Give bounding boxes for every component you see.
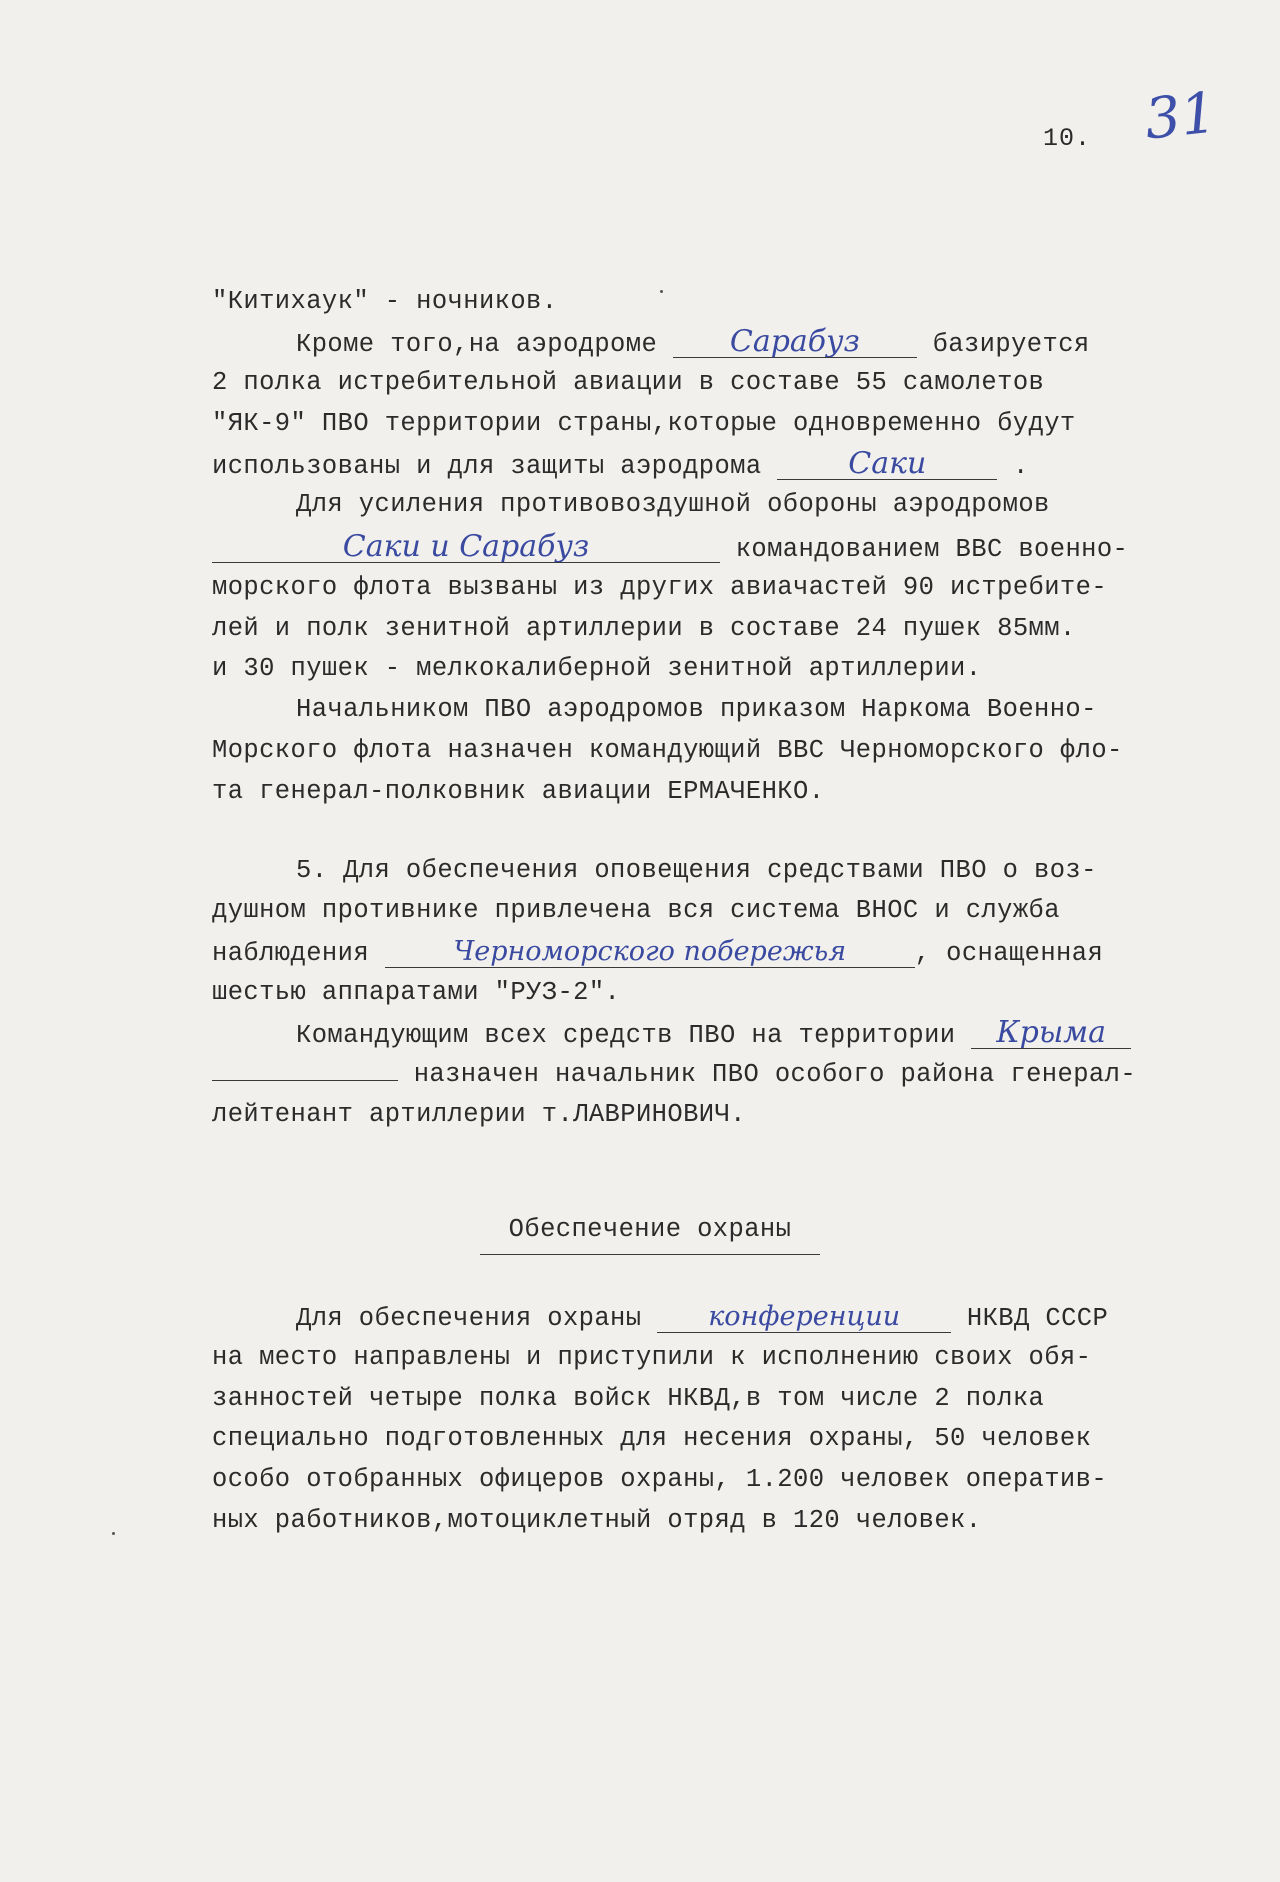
p5-line3-pre: наблюдения — [212, 939, 385, 968]
p4-line1: Начальником ПВО аэродромов приказом Наркома Военно- — [296, 695, 1097, 724]
p7-line2: на место направлены и приступили к исполнению своих обя- — [212, 1343, 1092, 1372]
p2-line4 — [212, 444, 1029, 484]
p7-line4: специально подготовленных для несения охраны, 50 человек — [212, 1424, 1092, 1453]
p5-line2: душном противнике привлечена вся система ВНОС и служба — [212, 896, 1060, 925]
p5-line3 — [212, 932, 1103, 972]
p7-line1 — [296, 1297, 1108, 1337]
handwritten-black-sea-coast: Черноморского побережья — [385, 932, 915, 972]
blank-line — [212, 1054, 398, 1081]
p2-line2: 2 полка истребительной авиации в составе 55 самолетов — [212, 368, 1045, 397]
handwritten-airfields-saki-sarabuz: Саки и Сарабуз — [212, 527, 720, 567]
p4-line3: та генерал-полковник авиации ЕРМАЧЕНКО. — [212, 777, 825, 806]
p7-line1-post: НКВД СССР — [951, 1304, 1109, 1333]
p6-line1 — [296, 1013, 1131, 1053]
section-heading-security: Обеспечение охраны — [480, 1210, 820, 1255]
p5-line1: 5. Для обеспечения оповещения средствами ПВО о воз- — [296, 856, 1097, 885]
paper-speck — [660, 290, 663, 293]
p2-line1-post: базируется — [916, 330, 1090, 359]
p3-line3: морского флота вызваны из других авиачастей 90 истребите- — [212, 573, 1108, 602]
p2-line1 — [296, 322, 1090, 362]
p7-line1-pre: Для обеспечения охраны — [296, 1304, 658, 1333]
page-number: 10. — [1043, 124, 1092, 153]
p4-line2: Морского флота назначен командующий ВВС Черноморского фло- — [212, 736, 1123, 765]
p7-line6: ных работников,мотоциклетный отряд в 120 человек. — [212, 1506, 982, 1535]
p6-line2-post: назначен начальник ПВО особого района генерал- — [398, 1060, 1137, 1089]
p3-line1: Для усиления противовоздушной обороны аэродромов — [296, 490, 1050, 519]
p5-line4: шестью аппаратами "РУЗ-2". — [212, 978, 621, 1007]
p2-line4-pre: использованы и для защиты аэродрома — [212, 452, 778, 481]
p3-line4: лей и полк зенитной артиллерии в составе 24 пушек 85мм. — [212, 614, 1076, 643]
p2-line4-post: . — [997, 452, 1029, 481]
handwritten-folio-number: 31 — [1141, 80, 1220, 153]
p6-line3: лейтенант артиллерии т.ЛАВРИНОВИЧ. — [212, 1100, 746, 1129]
handwritten-airfield-saki: Саки — [777, 444, 997, 484]
handwritten-conference: конференции — [657, 1297, 951, 1337]
p7-line5: особо отобранных офицеров охраны, 1.200 человек оператив- — [212, 1465, 1108, 1494]
p2-line1-pre: Кроме того,на аэродроме — [296, 330, 673, 359]
p2-line3: "ЯК-9" ПВО территории страны,которые одновременно будут — [212, 409, 1076, 438]
p6-line1-pre: Командующим всех средств ПВО на территории — [296, 1021, 972, 1050]
p3-line2-post: командованием ВВС военно- — [720, 535, 1129, 564]
p7-line3: занностей четыре полка войск НКВД,в том числе 2 полка — [212, 1384, 1045, 1413]
handwritten-crimea: Крыма — [971, 1013, 1131, 1053]
p1-line1: "Китихаук" - ночников. — [212, 287, 558, 316]
p3-line5: и 30 пушек - мелкокалиберной зенитной артиллерии. — [212, 654, 982, 683]
p3-line2 — [212, 527, 1128, 567]
p5-line3-post: , оснащенная — [914, 939, 1104, 968]
handwritten-airfield-sarabuz: Сарабуз — [673, 322, 917, 362]
paper-speck — [112, 1532, 115, 1535]
p6-line2 — [212, 1054, 1136, 1094]
